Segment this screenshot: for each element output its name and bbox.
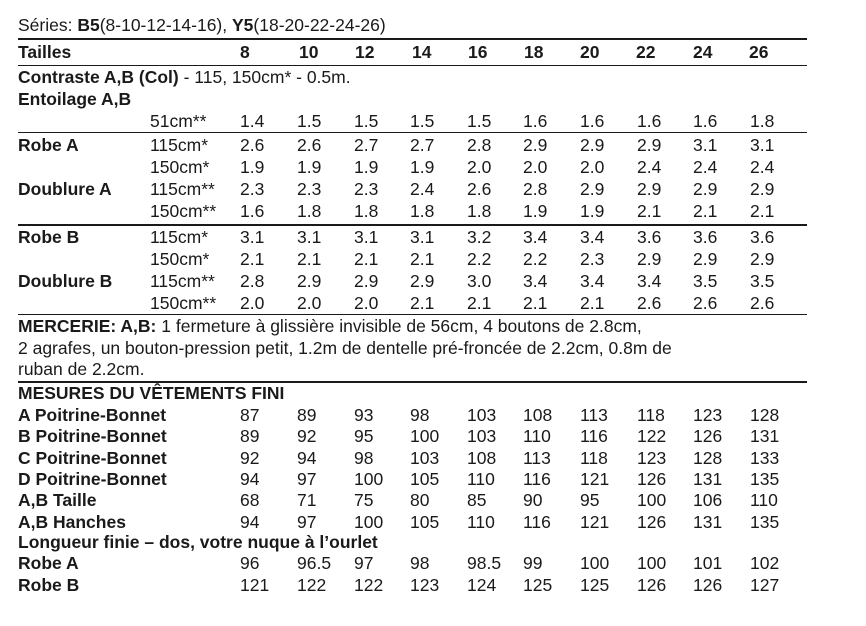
fabric-value-cell: 1.8 (297, 201, 322, 221)
size-header-cell: 24 (693, 42, 713, 62)
measurement-value-cell: 80 (410, 490, 430, 511)
length-value-cell: 97 (354, 553, 374, 573)
measurement-value-cell: 113 (523, 447, 551, 468)
fabric-value-cell: 3.4 (637, 271, 662, 291)
fabric-value-cell: 1.8 (410, 201, 435, 221)
measurement-value-cell: 135 (750, 511, 780, 532)
fabric-row-label: Robe A (18, 135, 79, 155)
measurement-value-cell: 103 (467, 426, 497, 447)
fabric-value-cell: 1.9 (297, 157, 322, 177)
measurement-value-cell: 135 (750, 468, 780, 489)
fabric-value-cell: 2.1 (467, 293, 492, 313)
fabric-value-cell: 2.6 (693, 293, 718, 313)
fabric-value-cell: 2.9 (637, 249, 662, 269)
fabric-value-cell: 2.3 (297, 179, 322, 199)
fabric-value-cell: 1.9 (410, 157, 435, 177)
measurement-value-cell: 106 (693, 490, 723, 511)
fabric-value-cell: 2.4 (693, 157, 718, 177)
fabric-value-cell: 2.4 (410, 179, 435, 199)
divider (18, 132, 807, 133)
fabric-value-cell: 3.4 (580, 227, 605, 247)
fabric-width-cell: 115cm** (150, 179, 215, 199)
fabric-value-cell: 2.1 (240, 249, 265, 269)
fabric-value-cell: 2.9 (523, 135, 548, 155)
fabric-value-cell: 2.8 (467, 135, 492, 155)
measurement-value-cell: 103 (410, 447, 440, 468)
fabric-value-cell: 3.5 (693, 271, 718, 291)
fabric-value-cell: 1.8 (467, 201, 492, 221)
measurement-value-cell: 94 (297, 447, 317, 468)
measurement-row-label: C Poitrine-Bonnet (18, 447, 167, 468)
fabric-value-cell: 2.3 (240, 179, 265, 199)
size-header-cell: 26 (749, 42, 769, 62)
fabric-value-cell: 2.9 (693, 179, 718, 199)
fabric-width-cell: 150cm* (150, 249, 210, 269)
mercerie-line-2: 2 agrafes, un bouton-pression petit, 1.2m de dentelle pré-froncée de 2.2cm, 0.8m de (18, 338, 672, 358)
fabric-row-label: Doublure A (18, 179, 112, 199)
fabric-value-cell: 3.1 (693, 135, 718, 155)
size-header-cell: 10 (299, 42, 319, 62)
series-prefix: Séries: (18, 15, 78, 35)
measurement-value-cell: 131 (693, 468, 723, 489)
fabric-value-cell: 1.9 (523, 201, 548, 221)
entoilage-width: 51cm** (150, 111, 207, 131)
measurement-row-label: A Poitrine-Bonnet (18, 405, 167, 425)
length-value-cell: 126 (637, 574, 667, 595)
measurement-value-cell: 92 (240, 447, 260, 468)
fabric-row-label: Doublure B (18, 271, 113, 291)
measurement-value-cell: 110 (467, 468, 495, 489)
fabric-value-cell: 2.9 (410, 271, 435, 291)
measurement-value-cell: 97 (297, 511, 317, 532)
size-header-cell: 20 (580, 42, 600, 62)
fabric-value-cell: 2.0 (297, 293, 322, 313)
series-y5-sizes: (18-20-22-24-26) (253, 15, 386, 35)
fabric-value-cell: 2.1 (750, 201, 775, 221)
entoilage-value-cell: 1.4 (240, 111, 265, 131)
fabric-value-cell: 2.1 (410, 293, 435, 313)
measurement-value-cell: 108 (467, 447, 497, 468)
measurement-value-cell: 90 (523, 490, 543, 511)
contraste-row (18, 67, 351, 87)
divider (18, 314, 807, 315)
size-header-cell: 18 (524, 42, 544, 62)
entoilage-value-cell: 1.5 (354, 111, 379, 131)
measurement-value-cell: 118 (637, 405, 665, 425)
fabric-value-cell: 2.6 (467, 179, 492, 199)
measurement-value-cell: 128 (693, 447, 723, 468)
contraste-label: Contraste A,B (Col) (18, 67, 179, 87)
measurement-value-cell: 131 (693, 511, 723, 532)
length-value-cell: 121 (240, 574, 270, 595)
mercerie-label: MERCERIE: A,B: (18, 316, 157, 336)
entoilage-value-cell: 1.6 (523, 111, 548, 131)
length-row-label: Robe A (18, 553, 79, 573)
fabric-value-cell: 3.1 (297, 227, 322, 247)
measurement-value-cell: 95 (580, 490, 600, 511)
series-y5-code: Y5 (232, 15, 254, 35)
fabric-value-cell: 3.1 (354, 227, 379, 247)
mercerie-text: 1 fermeture à glissière invisible de 56cm, 4 boutons de 2.8cm, (156, 316, 642, 336)
fabric-value-cell: 2.8 (523, 179, 548, 199)
entoilage-value-cell: 1.6 (693, 111, 718, 131)
measurement-value-cell: 71 (297, 490, 317, 511)
measurement-value-cell: 100 (637, 490, 667, 511)
measurement-value-cell: 87 (240, 405, 260, 425)
fabric-value-cell: 2.9 (750, 249, 775, 269)
fabric-value-cell: 1.9 (240, 157, 265, 177)
measurement-value-cell: 123 (637, 447, 667, 468)
measurement-value-cell: 110 (523, 426, 551, 447)
entoilage-value-cell: 1.5 (410, 111, 435, 131)
fabric-value-cell: 2.4 (750, 157, 775, 177)
length-value-cell: 125 (523, 574, 553, 595)
measurement-value-cell: 126 (637, 468, 667, 489)
fabric-value-cell: 2.1 (354, 249, 379, 269)
longueur-title: Longueur finie – dos, votre nuque à l’ourlet (18, 532, 378, 552)
fabric-value-cell: 2.9 (637, 179, 662, 199)
length-value-cell: 100 (580, 553, 610, 573)
measurement-value-cell: 100 (410, 426, 440, 447)
fabric-value-cell: 1.8 (354, 201, 379, 221)
measurement-value-cell: 116 (523, 468, 551, 489)
measurement-value-cell: 105 (410, 511, 440, 532)
fabric-value-cell: 3.1 (750, 135, 775, 155)
fabric-value-cell: 2.0 (580, 157, 605, 177)
measurement-value-cell: 131 (750, 426, 780, 447)
fabric-value-cell: 3.4 (523, 227, 548, 247)
fabric-width-cell: 150cm* (150, 157, 210, 177)
divider (18, 65, 807, 66)
measurement-value-cell: 116 (580, 426, 608, 447)
series-b5-code: B5 (77, 15, 100, 35)
fabric-value-cell: 1.6 (240, 201, 265, 221)
measurement-value-cell: 97 (297, 468, 317, 489)
series-b5-sizes: (8-10-12-14-16), (99, 15, 232, 35)
length-value-cell: 96 (240, 553, 260, 573)
measurement-row-label: A,B Hanches (18, 511, 126, 532)
length-row-label: Robe B (18, 574, 80, 595)
length-value-cell: 122 (354, 574, 384, 595)
measurement-value-cell: 100 (354, 468, 384, 489)
fabric-value-cell: 2.1 (523, 293, 548, 313)
measurement-row-label: A,B Taille (18, 490, 97, 511)
measurement-value-cell: 113 (580, 405, 608, 425)
length-value-cell: 96.5 (297, 553, 332, 573)
size-header-cell: 16 (468, 42, 488, 62)
size-header-cell: 8 (240, 42, 250, 62)
measurement-value-cell: 100 (354, 511, 384, 532)
measurement-value-cell: 98 (354, 447, 374, 468)
measurement-value-cell: 85 (467, 490, 487, 511)
measurement-value-cell: 75 (354, 490, 374, 511)
fabric-value-cell: 2.8 (240, 271, 265, 291)
measurement-value-cell: 116 (523, 511, 551, 532)
fabric-value-cell: 2.1 (297, 249, 322, 269)
fabric-value-cell: 2.7 (410, 135, 435, 155)
entoilage-value-cell: 1.8 (750, 111, 775, 131)
fabric-value-cell: 3.5 (750, 271, 775, 291)
mercerie-line-3: ruban de 2.2cm. (18, 359, 145, 379)
divider (18, 224, 807, 226)
length-value-cell: 123 (410, 574, 440, 595)
fabric-value-cell: 2.0 (354, 293, 379, 313)
fabric-value-cell: 3.6 (693, 227, 718, 247)
measurement-value-cell: 92 (297, 426, 317, 447)
fabric-value-cell: 2.0 (240, 293, 265, 313)
measurement-value-cell: 94 (240, 511, 260, 532)
entoilage-value-cell: 1.6 (580, 111, 605, 131)
length-value-cell: 125 (580, 574, 610, 595)
fabric-value-cell: 2.1 (693, 201, 718, 221)
measurement-value-cell: 121 (580, 511, 610, 532)
measurement-value-cell: 122 (637, 426, 667, 447)
measurement-row-label: B Poitrine-Bonnet (18, 426, 167, 447)
fabric-value-cell: 2.9 (580, 179, 605, 199)
length-value-cell: 127 (750, 574, 780, 595)
fabric-value-cell: 2.6 (297, 135, 322, 155)
measurement-value-cell: 89 (297, 405, 317, 425)
fabric-value-cell: 2.4 (637, 157, 662, 177)
fabric-value-cell: 2.9 (637, 135, 662, 155)
fabric-value-cell: 3.6 (750, 227, 775, 247)
fabric-value-cell: 2.7 (354, 135, 379, 155)
length-value-cell: 100 (637, 553, 667, 573)
fabric-value-cell: 2.9 (297, 271, 322, 291)
measurement-value-cell: 123 (693, 405, 723, 425)
fabric-value-cell: 3.1 (410, 227, 435, 247)
sizes-header-label: Tailles (18, 42, 72, 62)
fabric-value-cell: 1.9 (580, 201, 605, 221)
fabric-value-cell: 2.3 (354, 179, 379, 199)
series-line (18, 15, 386, 35)
fabric-value-cell: 2.3 (580, 249, 605, 269)
measurement-value-cell: 126 (693, 426, 723, 447)
fabric-value-cell: 3.6 (637, 227, 662, 247)
measurement-value-cell: 128 (750, 405, 780, 425)
length-value-cell: 126 (693, 574, 723, 595)
measurement-value-cell: 68 (240, 490, 260, 511)
mercerie-line-1 (18, 316, 642, 336)
measurement-value-cell: 126 (637, 511, 667, 532)
measurement-value-cell: 108 (523, 405, 553, 425)
length-value-cell: 122 (297, 574, 327, 595)
fabric-value-cell: 2.1 (637, 201, 662, 221)
fabric-value-cell: 2.1 (410, 249, 435, 269)
length-value-cell: 102 (750, 553, 780, 573)
fabric-value-cell: 3.0 (467, 271, 492, 291)
mesures-title: MESURES DU VÊTEMENTS FINI (18, 383, 285, 403)
measurement-value-cell: 110 (750, 490, 778, 511)
fabric-width-cell: 150cm** (150, 293, 217, 313)
length-value-cell: 99 (523, 553, 543, 573)
fabric-width-cell: 115cm* (150, 227, 209, 247)
size-header-cell: 12 (355, 42, 375, 62)
fabric-row-label: Robe B (18, 227, 80, 247)
fabric-value-cell: 3.4 (580, 271, 605, 291)
entoilage-value-cell: 1.5 (467, 111, 492, 131)
fabric-value-cell: 2.2 (467, 249, 492, 269)
size-header-cell: 14 (412, 42, 432, 62)
measurement-value-cell: 93 (354, 405, 374, 425)
fabric-width-cell: 115cm* (150, 135, 209, 155)
measurement-value-cell: 95 (354, 426, 374, 447)
fabric-value-cell: 3.4 (523, 271, 548, 291)
fabric-value-cell: 2.2 (523, 249, 548, 269)
size-header-cell: 22 (636, 42, 656, 62)
measurement-value-cell: 98 (410, 405, 430, 425)
fabric-value-cell: 2.9 (750, 179, 775, 199)
measurement-value-cell: 89 (240, 426, 260, 447)
length-value-cell: 124 (467, 574, 497, 595)
fabric-value-cell: 3.2 (467, 227, 492, 247)
divider (18, 38, 807, 40)
length-value-cell: 98 (410, 553, 430, 573)
fabric-value-cell: 2.6 (240, 135, 265, 155)
length-value-cell: 101 (693, 553, 723, 573)
measurement-value-cell: 105 (410, 468, 440, 489)
fabric-value-cell: 2.9 (354, 271, 379, 291)
measurement-row-label: D Poitrine-Bonnet (18, 468, 167, 489)
fabric-value-cell: 2.0 (467, 157, 492, 177)
entoilage-value-cell: 1.5 (297, 111, 322, 131)
fabric-value-cell: 2.9 (693, 249, 718, 269)
fabric-value-cell: 2.6 (750, 293, 775, 313)
fabric-width-cell: 115cm** (150, 271, 215, 291)
contraste-value: - 115, 150cm* - 0.5m. (178, 67, 351, 87)
fabric-value-cell: 2.9 (580, 135, 605, 155)
fabric-width-cell: 150cm** (150, 201, 217, 221)
measurement-value-cell: 94 (240, 468, 260, 489)
measurement-value-cell: 103 (467, 405, 497, 425)
measurement-value-cell: 133 (750, 447, 780, 468)
length-value-cell: 98.5 (467, 553, 502, 573)
fabric-value-cell: 1.9 (354, 157, 379, 177)
measurement-value-cell: 118 (580, 447, 608, 468)
fabric-value-cell: 2.1 (580, 293, 605, 313)
measurement-value-cell: 110 (467, 511, 495, 532)
measurement-value-cell: 121 (580, 468, 610, 489)
entoilage-label: Entoilage A,B (18, 89, 132, 109)
entoilage-value-cell: 1.6 (637, 111, 662, 131)
fabric-value-cell: 2.0 (523, 157, 548, 177)
fabric-value-cell: 2.6 (637, 293, 662, 313)
fabric-value-cell: 3.1 (240, 227, 265, 247)
